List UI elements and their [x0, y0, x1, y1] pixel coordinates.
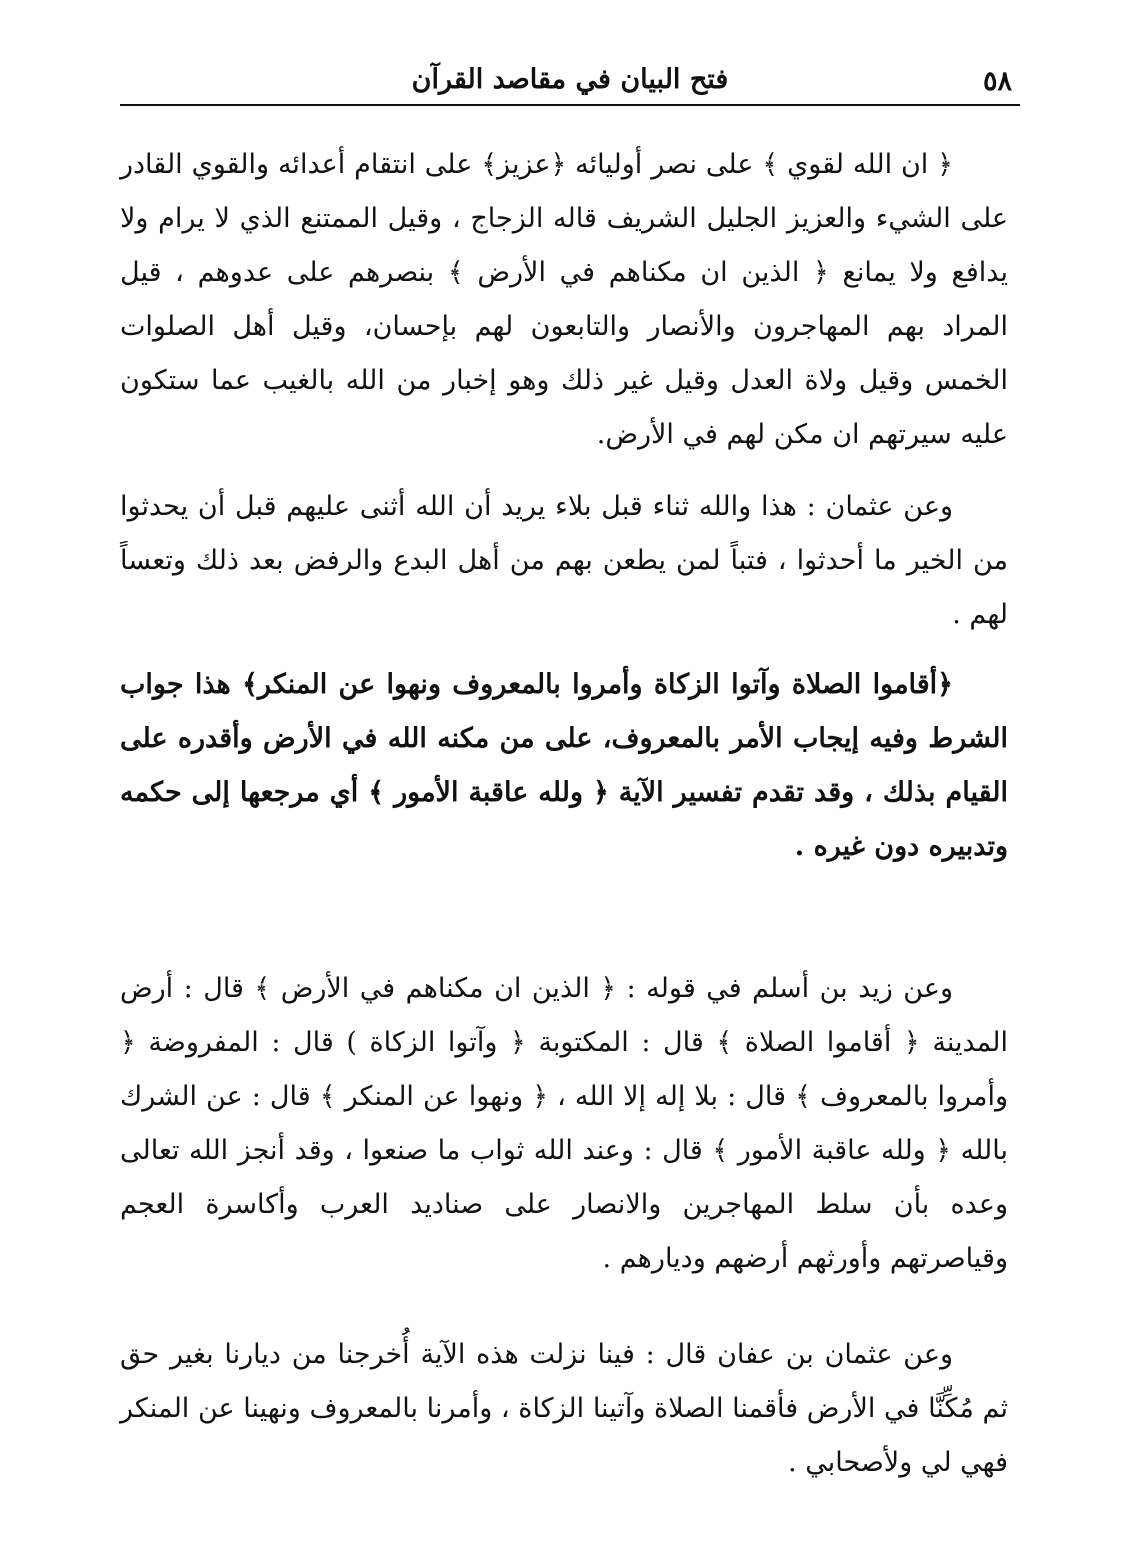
- paragraph: ﴿أقاموا الصلاة وآتوا الزكاة وأمروا بالمعروف ونهوا عن المنكر﴾ هذا جواب الشرط وفيه إيجاب الأمر بالمعروف، على من مكنه الله في الأرض وأقدره على القيام بذلك ، وقد تقدم تفسير الآية ﴿ ولله عاقبة الأمور ﴾ أي مرجعها إلى حكمه وتدبيره دون غيره .: [120, 669, 1008, 862]
- paragraph-block-4: [120, 962, 1008, 1286]
- running-title: فتح البيان في مقاصد القرآن: [411, 64, 729, 95]
- paragraph-block-1: [120, 138, 1008, 462]
- paragraph-block-5: [120, 1328, 1008, 1490]
- paragraph-block-3: [120, 658, 1008, 874]
- paragraph-block-2: [120, 480, 1008, 642]
- paragraph: وعن عثمان بن عفان قال : فينا نزلت هذه الآية أُخرجنا من ديارنا بغير حق ثم مُكِّنَّا في الأرض فأقمنا الصلاة وآتينا الزكاة ، وأمرنا بالمعروف ونهينا عن المنكر فهي لي ولأصحابي .: [120, 1339, 1008, 1478]
- paragraph: وعن زيد بن أسلم في قوله : ﴿ الذين ان مكناهم في الأرض ﴾ قال : أرض المدينة ﴿ أقاموا الصلاة ﴾ قال : المكتوبة ﴿ وآتوا الزكاة ) قال : المفروضة ﴿ وأمروا بالمعروف ﴾ قال : بلا إله إلا الله ، ﴿ ونهوا عن المنكر ﴾ قال : عن الشرك بالله ﴿ ولله عاقبة الأمور ﴾ قال : وعند الله ثواب ما صنعوا ، وقد أنجز الله تعالى وعده بأن سلط المهاجرين والانصار على صناديد العرب وأكاسرة العجم وقياصرتهم وأورثهم أرضهم وديارهم .: [120, 973, 1008, 1274]
- paragraph: وعن عثمان : هذا والله ثناء قبل بلاء يريد أن الله أثنى عليهم قبل أن يحدثوا من الخير ما أحدثوا ، فتباً لمن يطعن بهم من أهل البدع والرفض بعد ذلك وتعساً لهم .: [120, 491, 1008, 630]
- paragraph: ﴿ ان الله لقوي ﴾ على نصر أوليائه ﴿عزيز﴾ على انتقام أعدائه والقوي القادر على الشيء والعزيز الجليل الشريف قاله الزجاج ، وقيل الممتنع الذي لا يرام ولا يدافع ولا يمانع ﴿ الذين ان مكناهم في الأرض ﴾ بنصرهم على عدوهم ، قيل المراد بهم المهاجرون والأنصار والتابعون لهم بإحسان، وقيل أهل الصلوات الخمس وقيل ولاة العدل وقيل غير ذلك وهو إخبار من الله بالغيب عما ستكون عليه سيرتهم ان مكن لهم في الأرض.: [120, 149, 1008, 450]
- page-number: ٥٨: [982, 66, 1012, 97]
- page-header: [120, 62, 1020, 106]
